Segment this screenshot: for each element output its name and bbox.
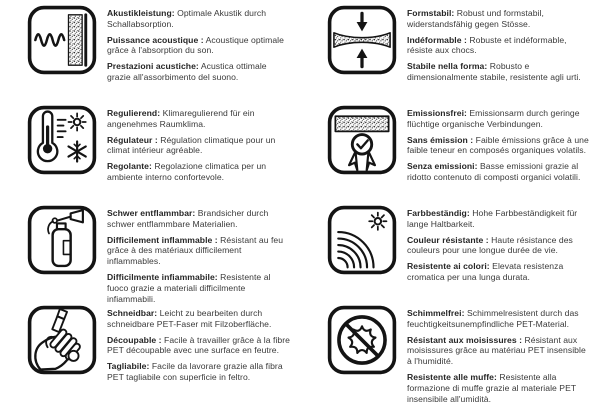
feature-desc-fr: Acoustique optimale grâce à l'absorption du son. <box>107 34 284 56</box>
feature-label-de: Emissionsfrei: <box>407 108 467 118</box>
feature-paragraph-de <box>107 208 292 230</box>
feature-paragraph-fr <box>107 35 292 57</box>
feature-label-de: Regulierend: <box>107 108 161 118</box>
color-fastness-icon <box>326 204 398 276</box>
feature-desc-it: Resistente al fuoco grazie a materiali difficilmente infiammabili. <box>107 272 271 304</box>
feature-label-fr: Sans émission : <box>407 134 474 145</box>
fire-extinguisher-icon <box>26 204 98 276</box>
feature-desc-it: Elevata resistenza cromatica per una lunga durata. <box>407 261 564 283</box>
feature-paragraph-fr <box>407 235 592 257</box>
feature-label-de: Schimmelfrei: <box>407 308 465 318</box>
feature-paragraph-it <box>407 261 592 283</box>
feature-desc-fr: Résistant au feu grâce à des matériaux difficilement inflammables. <box>107 234 284 267</box>
feature-card <box>300 100 600 200</box>
feature-desc-de: Optimale Akustik durch Schallabsorption. <box>107 8 267 29</box>
feature-label-it: Regolante: <box>107 161 152 172</box>
feature-desc-it: Regolazione climatica per un ambiente interno confortevole. <box>107 161 267 183</box>
no-mold-icon <box>326 304 398 376</box>
feature-label-it: Senza emissioni: <box>407 161 478 172</box>
feature-desc-it: Robusto e dimensionalmente stabile, resistente agli urti. <box>407 61 581 83</box>
feature-desc-it: Facile da lavorare grazie alla fibra PET tagliabile con superficie in feltro. <box>107 361 283 383</box>
feature-desc-de: Emissionsarm durch geringe flüchtige organische Verbindungen. <box>407 108 580 129</box>
feature-label-it: Stabile nella forma: <box>407 61 488 72</box>
feature-paragraph-de <box>407 8 592 30</box>
feature-paragraph-de <box>107 308 292 330</box>
feature-paragraph-fr <box>407 135 592 157</box>
feature-card <box>0 200 300 304</box>
climate-regulation-icon <box>26 104 98 176</box>
feature-desc-de: Robust und formstabil, widerstandsfähig gegen Stösse. <box>407 8 544 29</box>
feature-text <box>407 304 592 410</box>
feature-paragraph-de <box>407 308 592 330</box>
feature-paragraph-fr <box>107 135 292 157</box>
sound-absorption-icon <box>26 4 98 76</box>
feature-label-de: Farbbeständig: <box>407 208 470 218</box>
feature-paragraph-de <box>107 108 292 130</box>
feature-text <box>107 4 292 88</box>
feature-paragraph-fr <box>107 335 292 357</box>
feature-desc-de: Brandsicher durch schwer entflammbare Materialien. <box>107 208 269 229</box>
feature-card <box>300 300 600 404</box>
feature-desc-it: Resistente alla formazione di muffe grazie al materiale PET insensibile all'umidità. <box>407 372 577 404</box>
feature-card <box>300 0 600 100</box>
form-stability-icon <box>326 4 398 76</box>
feature-text <box>107 204 292 310</box>
feature-paragraph-fr <box>407 335 592 367</box>
feature-paragraph-de <box>107 8 292 30</box>
feature-desc-fr: Régulation climatique pour un climat intérieur agréable. <box>107 134 276 156</box>
feature-desc-de: Hohe Farbbeständigkeit für lange Haltbarkeit. <box>407 208 578 229</box>
feature-card <box>0 0 300 100</box>
feature-desc-fr: Résistant aux moisissures grâce au matériau PET insensible à l'humidité. <box>407 334 586 367</box>
feature-desc-fr: Robuste et indéformable, résiste aux chocs. <box>407 34 567 56</box>
feature-desc-fr: Faible émissions grâce à une faible teneur en composés organiques volatils. <box>407 134 589 156</box>
feature-card <box>0 100 300 200</box>
feature-desc-de: Schimmelresistent durch das feuchtigkeitsunempfindliche PET-Material. <box>407 308 579 329</box>
feature-text <box>107 104 292 188</box>
feature-label-de: Schwer entflammbar: <box>107 208 196 218</box>
feature-paragraph-it <box>107 361 292 383</box>
feature-label-it: Resistente ai colori: <box>407 261 490 272</box>
feature-desc-de: Klimaregulierend für ein angenehmes Raumklima. <box>107 108 255 129</box>
feature-paragraph-it <box>107 61 292 83</box>
feature-label-it: Resistente alle muffe: <box>407 372 497 383</box>
feature-label-fr: Puissance acoustique : <box>107 34 204 45</box>
feature-paragraph-it <box>407 161 592 183</box>
feature-card <box>0 300 300 400</box>
hand-cutter-icon <box>26 304 98 376</box>
feature-label-it: Tagliabile: <box>107 361 150 372</box>
emission-free-icon <box>326 104 398 176</box>
feature-label-fr: Régulateur : <box>107 134 158 145</box>
feature-desc-it: Acustica ottimale grazie all'assorbimento del suono. <box>107 61 267 83</box>
feature-label-it: Prestazioni acustiche: <box>107 61 199 72</box>
feature-text <box>107 304 292 388</box>
feature-label-fr: Découpable : <box>107 334 162 345</box>
feature-label-fr: Couleur résistante : <box>407 234 489 245</box>
feature-paragraph-de <box>407 208 592 230</box>
feature-desc-de: Leicht zu bearbeiten durch schneidbare PET-Faser mit Filzoberfläche. <box>107 308 272 329</box>
feature-desc-fr: Facile à travailler grâce à la fibre PET découpable avec une surface en feutre. <box>107 334 291 356</box>
feature-desc-it: Basse emissioni grazie al ridotto contenuto di composti organici volatili. <box>407 161 581 183</box>
feature-label-fr: Difficilement inflammable : <box>107 234 218 245</box>
feature-desc-fr: Haute résistance des couleurs pour une longue durée de vie. <box>407 234 573 256</box>
feature-paragraph-it <box>107 161 292 183</box>
feature-text <box>407 4 592 88</box>
feature-paragraph-it <box>407 61 592 83</box>
feature-label-it: Difficilmente infiammabile: <box>107 272 218 283</box>
feature-text <box>407 104 592 188</box>
feature-label-de: Schneidbar: <box>107 308 158 318</box>
feature-paragraph-fr <box>407 35 592 57</box>
feature-label-de: Akustikleistung: <box>107 8 175 18</box>
feature-paragraph-fr <box>107 235 292 267</box>
feature-label-fr: Résistant aux moisissures : <box>407 334 523 345</box>
feature-label-de: Formstabil: <box>407 8 455 18</box>
feature-text <box>407 204 592 288</box>
feature-paragraph-de <box>407 108 592 130</box>
feature-card <box>300 200 600 300</box>
feature-label-fr: Indéformable : <box>407 34 467 45</box>
